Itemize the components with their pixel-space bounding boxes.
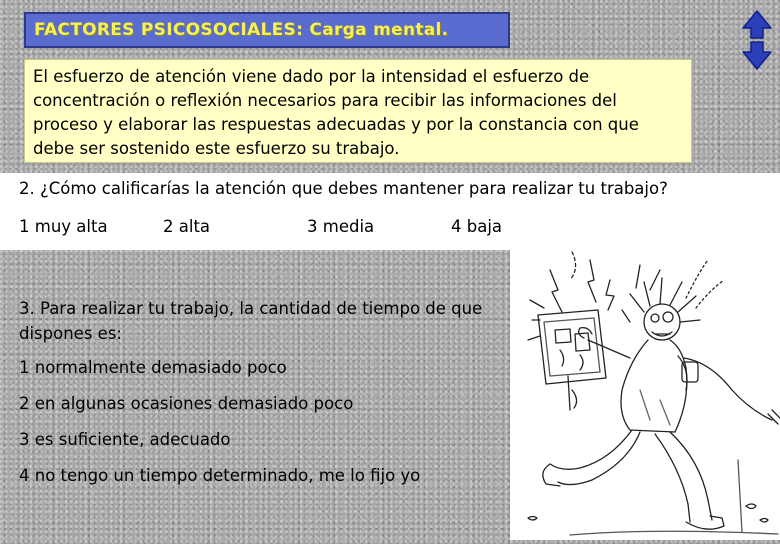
question-3-option-4[interactable]: 4 no tengo un tiempo determinado, me lo fijo yo <box>19 466 421 485</box>
question-3-option-3[interactable]: 3 es suficiente, adecuado <box>19 430 231 449</box>
question-2-option-4[interactable]: 4 baja <box>451 217 503 236</box>
nav-arrows-svg <box>738 8 776 72</box>
question-2-option-3[interactable]: 3 media <box>307 217 375 236</box>
question-3-text: 3. Para realizar tu trabajo, la cantidad de tiempo de que dispones es: <box>19 299 483 343</box>
arrow-up-icon[interactable] <box>743 11 771 38</box>
cartoon-drawing <box>510 250 780 540</box>
arrow-down-icon[interactable] <box>743 42 771 69</box>
navigation-arrows <box>738 8 776 72</box>
page-title: FACTORES PSICOSOCIALES: Carga mental. <box>24 12 510 48</box>
question-2-text: 2. ¿Cómo calificarías la atención que debes mantener para realizar tu trabajo? <box>19 179 668 198</box>
question-3-option-1[interactable]: 1 normalmente demasiado poco <box>19 358 287 377</box>
question-3-option-2[interactable]: 2 en algunas ocasiones demasiado poco <box>19 394 354 413</box>
intro-text-box: El esfuerzo de atención viene dado por la intensidad el esfuerzo de concentración o reflexión necesarios para recibir las informaciones del proceso y elaborar las respuestas adecuadas y por la constancia con que debe ser sostenido este esfuerzo su trabajo. <box>24 59 692 163</box>
question-2-option-2[interactable]: 2 alta <box>163 217 211 236</box>
question-2-option-1[interactable]: 1 muy alta <box>19 217 108 236</box>
electrocuted-worker-illustration <box>510 250 780 540</box>
